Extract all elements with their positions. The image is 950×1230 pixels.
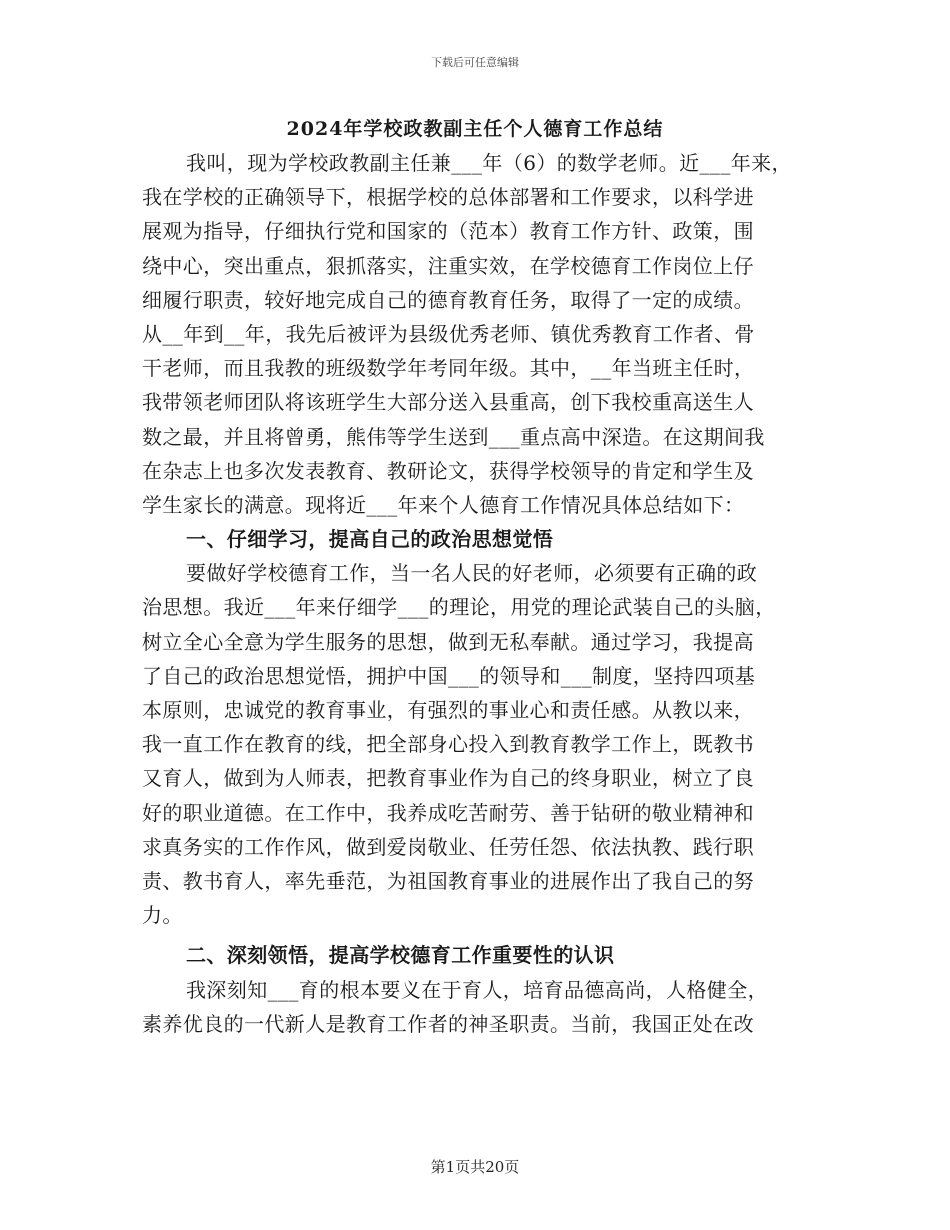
paragraph-line: 数之最，并且将曾勇，熊伟等学生送到___重点高中深造。在这期间我 xyxy=(142,424,765,449)
section-heading-1: 一、仔细学习，提高自己的政治思想觉悟 xyxy=(186,527,554,552)
paragraph-line: 好的职业道德。在工作中，我养成吃苦耐劳、善于钻研的敬业精神和 xyxy=(142,800,754,825)
section-heading-2: 二、深刻领悟，提高学校德育工作重要性的认识 xyxy=(186,943,615,968)
paragraph-line: 绕中心，突出重点，狠抓落实，注重实效，在学校德育工作岗位上仔 xyxy=(142,253,754,278)
paragraph-line: 我在学校的正确领导下，根据学校的总体部署和工作要求，以科学进 xyxy=(142,185,754,210)
paragraph-line: 在杂志上也多次发表教育、教研论文，获得学校领导的肯定和学生及 xyxy=(142,458,754,483)
paragraph-line: 树立全心全意为学生服务的思想，做到无私奉献。通过学习，我提高 xyxy=(142,629,754,654)
paragraph-line: 干老师，而且我教的班级数学年考同年级。其中，__年当班主任时， xyxy=(142,356,755,381)
paragraph-line: 展观为指导，仔细执行党和国家的（范本）教育工作方针、政策，围 xyxy=(142,219,754,244)
paragraph-line: 治思想。我近___年来仔细学___的理论，用党的理论武装自己的头脑， xyxy=(142,595,776,620)
paragraph-line: 细履行职责，较好地完成自己的德育教育任务，取得了一定的成绩。 xyxy=(142,287,754,312)
paragraph-line: 力。 xyxy=(142,903,183,928)
paragraph-line: 要做好学校德育工作，当一名人民的好老师，必须要有正确的政 xyxy=(186,561,758,586)
paragraph-line: 本原则，忠诚党的教育事业，有强烈的事业心和责任感。从教以来， xyxy=(142,698,754,722)
paragraph-line: 我带领老师团队将该班学生大部分送入县重高，创下我校重高送生人 xyxy=(142,390,754,415)
header-note: 下载后可任意编辑 xyxy=(431,56,519,69)
paragraph-line: 我深刻知___育的根本要义在于育人，培育品德高尚，人格健全， xyxy=(186,977,768,1002)
paragraph-line: 学生家长的满意。现将近___年来个人德育工作情况具体总结如下： xyxy=(142,492,745,517)
paragraph-line: 求真务实的工作作风，做到爱岗敬业、任劳任怨、依法执教、践行职 xyxy=(142,834,754,859)
document-title: 2024年学校政教副主任个人德育工作总结 xyxy=(286,118,664,140)
page-number: 第1页共20页 xyxy=(430,1158,520,1176)
paragraph-line: 素养优良的一代新人是教育工作者的神圣职责。当前，我国正处在改 xyxy=(142,1011,754,1036)
paragraph-line: 又育人，做到为人师表，把教育事业作为自己的终身职业，树立了良 xyxy=(142,766,754,791)
paragraph-line: 从__年到__年，我先后被评为县级优秀老师、镇优秀教育工作者、骨 xyxy=(142,321,755,346)
document-body xyxy=(142,146,822,1041)
paragraph-line: 责、教书育人，率先垂范，为祖国教育事业的进展作出了我自己的努 xyxy=(142,868,754,893)
paragraph-line: 了自己的政治思想觉悟，拥护中国___的领导和___制度，坚持四项基 xyxy=(142,663,756,688)
paragraph-line: 我叫，现为学校政教副主任兼___年（6）的数学老师。近___年来， xyxy=(186,151,792,175)
paragraph-line: 我一直工作在教育的线，把全部身心投入到教育教学工作上，既教书 xyxy=(142,732,754,757)
